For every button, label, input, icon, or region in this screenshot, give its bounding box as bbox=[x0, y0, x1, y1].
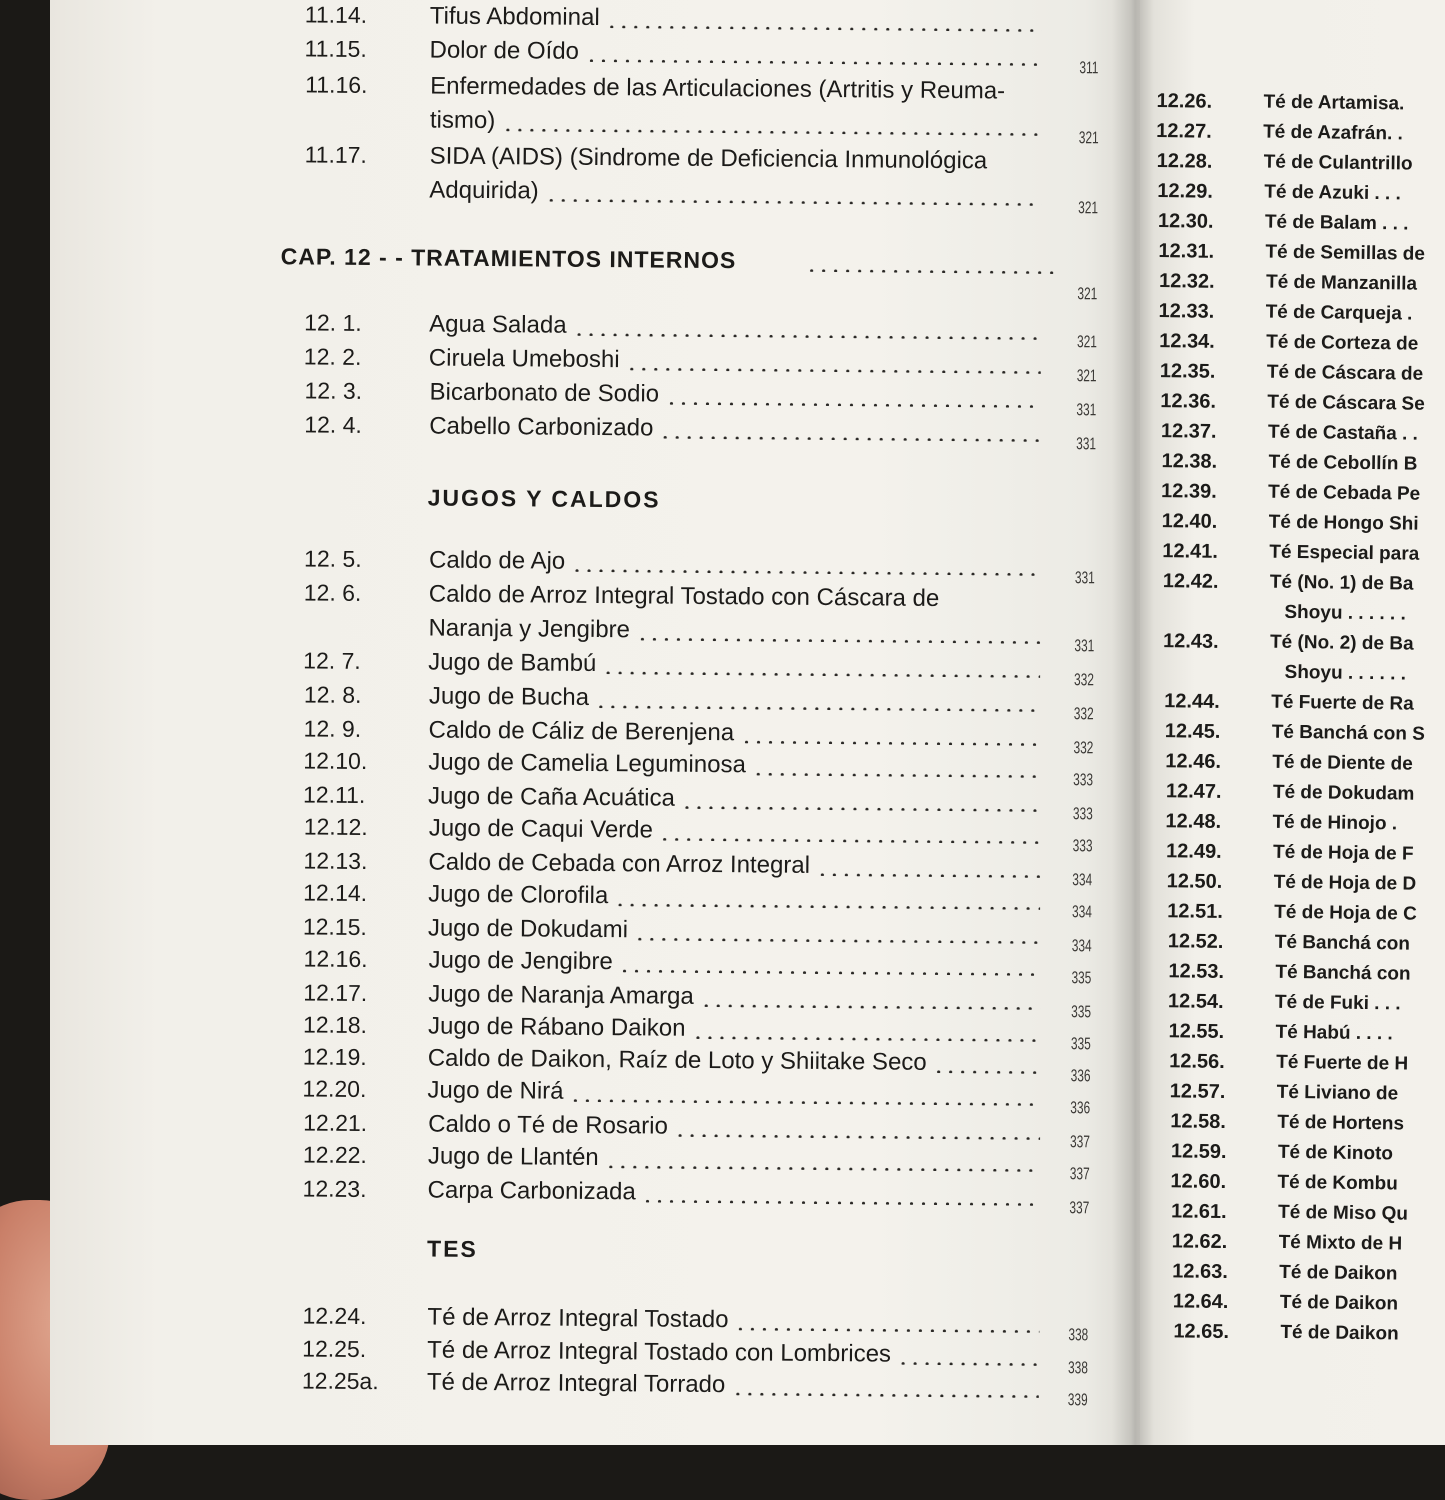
entry-title: Té de Arroz Integral Tostado bbox=[427, 1303, 729, 1334]
entry-title: Té de Arroz Integral Torrado bbox=[426, 1368, 726, 1399]
page-number: 321 bbox=[1078, 128, 1099, 148]
entry-title-continued: tismo) bbox=[429, 106, 496, 135]
entry-title: Jugo de Dokudami bbox=[427, 914, 629, 944]
entry-number: 12.39. bbox=[1160, 480, 1217, 503]
entry-number: 12.28. bbox=[1156, 150, 1213, 173]
entry-title: Té Especial para bbox=[1269, 541, 1420, 565]
entry-title: Caldo de Ajo bbox=[428, 546, 566, 575]
entry-number: 12.29. bbox=[1157, 180, 1214, 203]
entry-number: 12.49. bbox=[1165, 840, 1222, 863]
entry-number: 12.38. bbox=[1161, 450, 1218, 473]
entry-number: 12. 1. bbox=[304, 309, 362, 336]
entry-number: 12.60. bbox=[1170, 1170, 1227, 1194]
entry-title: Té de Cebada Pe bbox=[1267, 481, 1421, 505]
entry-number: 12. 9. bbox=[303, 715, 362, 742]
page-number: 333 bbox=[1072, 804, 1093, 824]
entry-title: Dolor de Oído bbox=[429, 36, 580, 65]
entry-number: 12.41. bbox=[1162, 540, 1219, 563]
entry-number: 12. 3. bbox=[304, 377, 363, 404]
entry-number: 12.24. bbox=[302, 1302, 367, 1330]
page-number: 311 bbox=[1079, 58, 1099, 78]
entry-number: 12.23. bbox=[302, 1175, 367, 1203]
entry-number: 12.57. bbox=[1169, 1080, 1226, 1104]
entry-title: Té Mixto de H bbox=[1278, 1231, 1403, 1255]
entry-number: 12.62. bbox=[1171, 1230, 1228, 1254]
entry-title: Té de Culantrillo bbox=[1263, 151, 1413, 175]
entry-number: 12.12. bbox=[303, 813, 368, 841]
entry-number: 12.11. bbox=[302, 781, 366, 808]
entry-number: 12.17. bbox=[303, 979, 368, 1007]
entry-title-continued: Shoyu . . . . . . bbox=[1284, 661, 1407, 685]
entry-title: Té de Hoja de D bbox=[1273, 871, 1417, 895]
page-number: 333 bbox=[1073, 770, 1094, 790]
entry-number: 12.15. bbox=[302, 913, 367, 941]
page-number: 331 bbox=[1076, 434, 1097, 454]
entry-title: Té de Fuki . . . bbox=[1274, 991, 1401, 1015]
entry-number: 12. 6. bbox=[303, 579, 362, 606]
entry-number: 12.34. bbox=[1159, 330, 1215, 353]
entry-title: Té de Carqueja . bbox=[1265, 301, 1413, 325]
entry-number: 12.45. bbox=[1164, 720, 1221, 743]
page-number: 337 bbox=[1069, 1132, 1090, 1152]
page-number: 331 bbox=[1076, 400, 1097, 420]
entry-title: Jugo de Bambú bbox=[428, 648, 597, 677]
entry-title: SIDA (AIDS) (Sindrome de Deficiencia Inmunológica bbox=[429, 142, 988, 175]
entry-title: Té (No. 1) de Ba bbox=[1269, 571, 1414, 595]
entry-title: Té de Kombu bbox=[1277, 1171, 1398, 1195]
entry-title: Té Habú . . . . bbox=[1275, 1021, 1393, 1045]
entry-number: 12.32. bbox=[1158, 270, 1215, 293]
entry-number: 12.47. bbox=[1165, 780, 1222, 803]
entry-title: Agua Salada bbox=[429, 310, 567, 339]
entry-number: 12. 7. bbox=[303, 647, 361, 674]
entry-title: Tifus Abdominal bbox=[429, 2, 600, 31]
entry-number: 12.65. bbox=[1173, 1320, 1230, 1344]
page-number: 333 bbox=[1072, 836, 1093, 856]
entry-number: 12. 5. bbox=[304, 545, 362, 572]
entry-title: Té de Diente de bbox=[1272, 751, 1413, 775]
page-number: 339 bbox=[1067, 1390, 1088, 1410]
entry-title: Té de Cáscara Se bbox=[1267, 391, 1425, 415]
entry-title: Té de Artamisa. bbox=[1263, 91, 1405, 115]
entry-title: Caldo de Arroz Integral Tostado con Cáscara de bbox=[428, 580, 940, 612]
entry-title-continued: Naranja y Jengibre bbox=[428, 614, 631, 644]
entry-title: Enfermedades de las Articulaciones (Artritis y Reuma- bbox=[430, 72, 1006, 105]
page-number: 334 bbox=[1071, 936, 1092, 956]
entry-title: Caldo de Cebada con Arroz Integral bbox=[428, 848, 811, 879]
page-number: 334 bbox=[1072, 870, 1093, 890]
entry-title-continued: Adquirida) bbox=[429, 176, 539, 205]
entry-title: Té de Dokudam bbox=[1272, 781, 1415, 805]
entry-number: 11.15. bbox=[304, 35, 367, 62]
entry-number: 12.20. bbox=[302, 1075, 367, 1103]
entry-number: 12.52. bbox=[1167, 930, 1224, 954]
entry-number: 12. 2. bbox=[303, 343, 362, 370]
entry-title: Té Banchá con S bbox=[1271, 721, 1426, 745]
page-number: 337 bbox=[1069, 1198, 1090, 1218]
page-number: 335 bbox=[1071, 1002, 1092, 1022]
entry-number: 12.53. bbox=[1168, 960, 1225, 984]
page-number: 332 bbox=[1073, 704, 1094, 724]
page-number: 336 bbox=[1070, 1098, 1091, 1118]
section-jugos-y-caldos: JUGOS Y CALDOS bbox=[427, 484, 661, 513]
entry-number: 12.21. bbox=[303, 1109, 368, 1137]
entry-number: 12.40. bbox=[1161, 510, 1218, 533]
entry-number: 12.14. bbox=[303, 879, 368, 907]
entry-title: Té de Semillas de bbox=[1265, 241, 1426, 265]
page-number: 331 bbox=[1074, 636, 1095, 656]
entry-number: 12.35. bbox=[1159, 360, 1216, 383]
entry-number: 12.33. bbox=[1158, 300, 1215, 323]
entry-title: Té de Castaña . . bbox=[1267, 421, 1419, 445]
entry-number: 12.58. bbox=[1170, 1110, 1227, 1134]
entry-title: Jugo de Camelia Leguminosa bbox=[428, 748, 746, 779]
entry-title: Jugo de Nirá bbox=[427, 1076, 564, 1105]
entry-number: 12.50. bbox=[1166, 870, 1223, 893]
entry-number: 12.63. bbox=[1172, 1260, 1228, 1284]
entry-title: Té de Cebollín B bbox=[1268, 451, 1418, 475]
entry-title: Ciruela Umeboshi bbox=[428, 344, 620, 374]
entry-number: 12.56. bbox=[1169, 1050, 1225, 1074]
entry-title: Té Banchá con bbox=[1274, 931, 1411, 955]
entry-title: Té de Arroz Integral Tostado con Lombrices bbox=[427, 1336, 892, 1368]
page-number: 321 bbox=[1076, 366, 1097, 386]
page-number: 335 bbox=[1070, 1034, 1091, 1054]
entry-number: 12.37. bbox=[1160, 420, 1217, 443]
entry-title: Té de Corteza de bbox=[1266, 331, 1419, 355]
entry-number: 12.18. bbox=[302, 1011, 368, 1039]
entry-number: 12.25a. bbox=[301, 1367, 379, 1395]
entry-number: 12.13. bbox=[303, 847, 368, 875]
entry-title: Jugo de Caqui Verde bbox=[428, 814, 654, 844]
entry-title: Caldo de Cáliz de Berenjena bbox=[428, 716, 735, 747]
entry-number: 12.26. bbox=[1156, 90, 1213, 113]
entry-title: Té de Hoja de F bbox=[1272, 841, 1414, 865]
page-number: 321 bbox=[1076, 332, 1097, 352]
entry-title: Jugo de Llantén bbox=[427, 1142, 599, 1172]
entry-number: 11.17. bbox=[304, 141, 368, 168]
entry-number: 12.55. bbox=[1168, 1020, 1225, 1044]
entry-title: Caldo o Té de Rosario bbox=[428, 1110, 668, 1140]
page-number: 332 bbox=[1073, 738, 1094, 758]
entry-number: 12.43. bbox=[1162, 630, 1219, 653]
entry-title: Té de Hoja de C bbox=[1274, 901, 1417, 925]
page-number: 338 bbox=[1068, 1325, 1089, 1345]
entry-title: Jugo de Clorofila bbox=[428, 880, 609, 910]
entry-number: 12.64. bbox=[1172, 1290, 1229, 1314]
entry-number: 12.36. bbox=[1160, 390, 1217, 413]
chapter-heading: CAP. 12 - - TRATAMIENTOS INTERNOS bbox=[280, 243, 737, 274]
entry-number: 12.59. bbox=[1170, 1140, 1227, 1164]
entry-number: 12.10. bbox=[303, 747, 368, 774]
entry-number: 12.42. bbox=[1162, 570, 1219, 593]
entry-number: 12.54. bbox=[1167, 990, 1224, 1014]
entry-title: Jugo de Bucha bbox=[428, 682, 590, 711]
entry-title: Té de Hongo Shi bbox=[1268, 511, 1419, 535]
entry-title: Té de Azuki . . . bbox=[1264, 181, 1401, 205]
entry-number: 12.46. bbox=[1165, 750, 1222, 773]
entry-number: 12.30. bbox=[1157, 210, 1214, 233]
entry-title: Té de Daikon bbox=[1280, 1321, 1399, 1345]
page-number: 336 bbox=[1070, 1066, 1091, 1086]
entry-number: 12.27. bbox=[1156, 120, 1212, 143]
entry-number: 12.51. bbox=[1167, 900, 1224, 924]
entry-title: Té de Hinojo . bbox=[1272, 811, 1398, 835]
entry-title: Cabello Carbonizado bbox=[429, 412, 654, 442]
entry-title: Té Fuerte de H bbox=[1276, 1051, 1409, 1075]
entry-title: Jugo de Naranja Amarga bbox=[428, 980, 694, 1010]
entry-number: 12.31. bbox=[1158, 240, 1215, 263]
entry-number: 11.14. bbox=[304, 1, 368, 28]
entry-title: Bicarbonato de Sodio bbox=[429, 378, 660, 408]
entry-title: Jugo de Rábano Daikon bbox=[427, 1012, 686, 1042]
entry-number: 12. 4. bbox=[304, 411, 362, 438]
entry-title: Té de Daikon bbox=[1279, 1261, 1398, 1285]
entry-title: Té (No. 2) de Ba bbox=[1269, 631, 1414, 655]
entry-title: Té de Balam . . . bbox=[1264, 211, 1409, 235]
page-number: 337 bbox=[1069, 1164, 1090, 1184]
entry-title: Carpa Carbonizada bbox=[427, 1176, 636, 1206]
page-number: 334 bbox=[1071, 902, 1093, 922]
page-number: 321 bbox=[1078, 198, 1099, 218]
entry-title: Té de Miso Qu bbox=[1277, 1201, 1409, 1225]
section-tes: TES bbox=[426, 1235, 478, 1262]
entry-number: 12.61. bbox=[1170, 1200, 1227, 1224]
entry-title: Té Fuerte de Ra bbox=[1271, 691, 1414, 715]
entry-title: Té de Hortens bbox=[1277, 1111, 1405, 1135]
page-number: 331 bbox=[1074, 568, 1095, 588]
entry-title: Té de Kinoto bbox=[1277, 1141, 1394, 1165]
entry-number: 12.25. bbox=[302, 1335, 367, 1363]
chapter-page: 321 bbox=[1077, 284, 1098, 304]
entry-title: Té Banchá con bbox=[1275, 961, 1411, 985]
page-number: 335 bbox=[1071, 968, 1092, 988]
page-number: 338 bbox=[1068, 1358, 1089, 1378]
entry-number: 12.22. bbox=[302, 1141, 367, 1169]
entry-title: Jugo de Caña Acuática bbox=[427, 782, 675, 812]
entry-title: Caldo de Daikon, Raíz de Loto y Shiitake Seco bbox=[427, 1044, 927, 1076]
entry-number: 12.48. bbox=[1165, 810, 1222, 833]
entry-number: 12. 8. bbox=[303, 681, 362, 708]
entry-title-continued: Shoyu . . . . . . bbox=[1284, 601, 1406, 625]
entry-title: Té de Azafrán. . bbox=[1263, 121, 1404, 145]
entry-title: Té de Daikon bbox=[1279, 1291, 1399, 1315]
entry-number: 12.19. bbox=[302, 1043, 367, 1071]
entry-number: 12.16. bbox=[303, 945, 368, 973]
entry-number: 12.44. bbox=[1164, 690, 1220, 713]
entry-title: Té de Manzanilla bbox=[1265, 271, 1418, 295]
entry-number: 11.16. bbox=[305, 71, 368, 98]
entry-title: Té de Cáscara de bbox=[1266, 361, 1424, 385]
entry-title: Té Liviano de bbox=[1276, 1081, 1399, 1105]
entry-title: Jugo de Jengibre bbox=[428, 946, 613, 976]
page-number: 332 bbox=[1074, 670, 1095, 690]
